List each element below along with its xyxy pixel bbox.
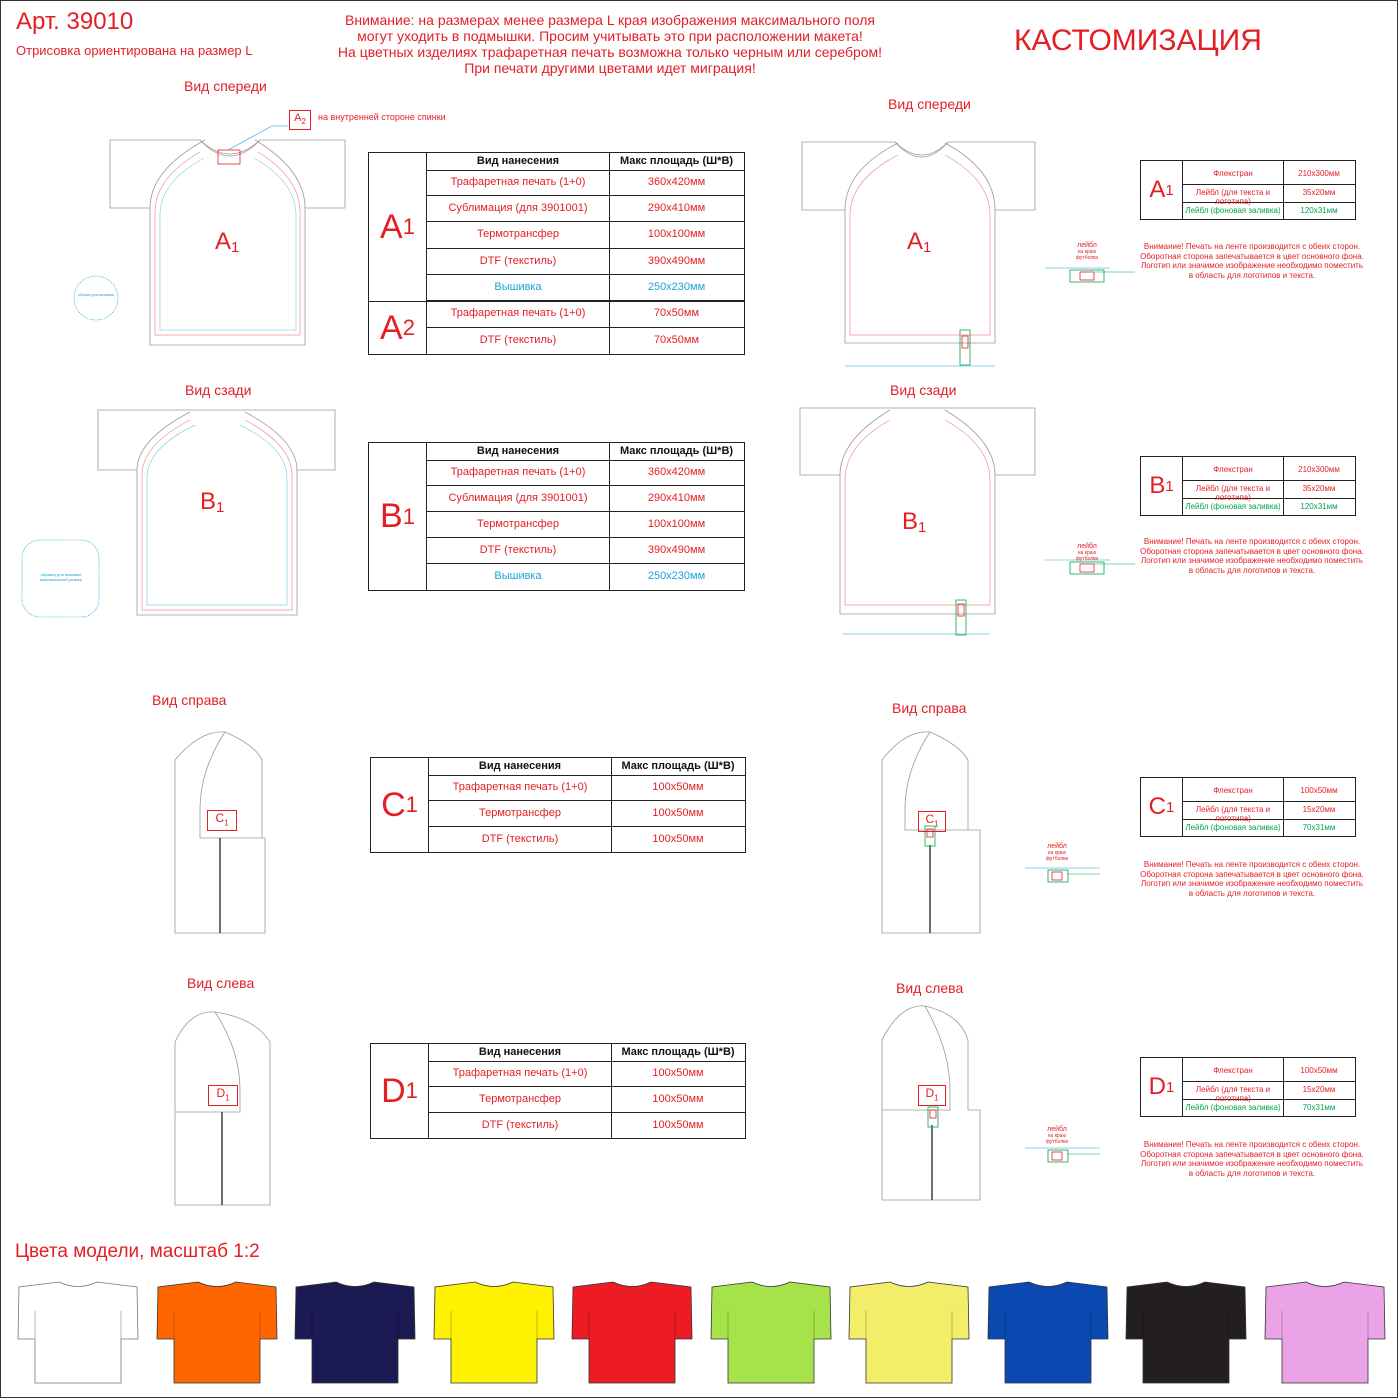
colors-title: Цвета модели, масштаб 1:2 bbox=[15, 1241, 260, 1262]
size-cell: 250х230мм bbox=[647, 570, 706, 582]
custom-size: 35х20мм bbox=[1302, 188, 1336, 197]
warning-line: могут уходить в подмышки. Просим учитывать это при расположении макета! bbox=[357, 28, 863, 44]
size-cell: 100х100мм bbox=[647, 518, 706, 530]
custom-size: 120х31мм bbox=[1300, 502, 1338, 511]
color-swatch-tshirt bbox=[294, 1281, 416, 1385]
custom-size: 210х300мм bbox=[1298, 465, 1340, 474]
size-cell: 250х230мм bbox=[647, 280, 706, 293]
zone-d1-left: $D_1$ bbox=[208, 1085, 238, 1106]
table-c bbox=[370, 757, 746, 853]
custom-table-a1: A 1 Флекстран 210х300мм Лейбл (для текста и логотипа) 35х20мм Лейбл (фоновая заливка) 120х31мм bbox=[1140, 160, 1356, 220]
label-callout-b: лейбл на краю футболки bbox=[1075, 543, 1099, 562]
custom-warning-b: Внимание! Печать на ленте производится с обеих сторон. Оборотная сторона запечатывается в цвет основного фона. Логотип или значимое изображение необходимо поместить в область для логотипов и текста. bbox=[1140, 537, 1364, 575]
size-cell: 100х50мм bbox=[652, 781, 704, 793]
table-row bbox=[429, 827, 745, 853]
zone-b1-back: $B_1$ bbox=[200, 488, 225, 516]
custom-row bbox=[1183, 481, 1355, 502]
table-row bbox=[427, 512, 744, 538]
method-cell: DTF (текстиль) bbox=[481, 1119, 559, 1131]
color-swatch-tshirt bbox=[571, 1281, 693, 1385]
method-cell: Вышивка bbox=[494, 570, 542, 582]
method-cell: Термотрансфер bbox=[477, 228, 559, 241]
size-cell: 390х490мм bbox=[647, 254, 706, 267]
custom-size: 35х20мм bbox=[1302, 484, 1336, 493]
table-row bbox=[429, 775, 745, 801]
view-right-label-custom: Вид справа bbox=[892, 700, 967, 716]
warning-line: На цветных изделиях трафаретная печать возможна только черным или серебром! bbox=[337, 44, 883, 60]
custom-warning-a: Внимание! Печать на ленте производится с обеих сторон. Оборотная сторона запечатывается в цвет основного фона. Логотип или значимое изображение необходимо поместить в область для логотипов и текста. bbox=[1140, 242, 1364, 280]
method-cell: DTF (текстиль) bbox=[479, 334, 557, 346]
customization-title: КАСТОМИЗАЦИЯ bbox=[1014, 24, 1262, 57]
size-cell: 290х410мм bbox=[647, 492, 706, 504]
color-swatch-tshirt bbox=[1125, 1281, 1247, 1385]
warning-line: При печати другими цветами идет миграция! bbox=[464, 60, 756, 76]
custom-row bbox=[1183, 161, 1355, 185]
table-d bbox=[370, 1043, 746, 1139]
label-callout-d: лейбл на краю футболки bbox=[1045, 1126, 1069, 1145]
custom-size: 15х20мм bbox=[1302, 805, 1336, 814]
size-cell: 360х420мм bbox=[647, 466, 706, 478]
table-row bbox=[427, 538, 744, 564]
table-a1-letter: A 1 bbox=[369, 153, 427, 301]
flex-label: Флекстран bbox=[1213, 465, 1253, 474]
method-cell: Трафаретная печать (1+0) bbox=[452, 781, 588, 793]
label-callout-c: лейбл на краю футболки bbox=[1045, 843, 1069, 862]
custom-row bbox=[1183, 457, 1355, 481]
size-cell: 390х490мм bbox=[647, 544, 706, 556]
embroidery-sample-back: образец для вышивки максимальный размер bbox=[39, 572, 83, 582]
table-row bbox=[427, 486, 744, 512]
zone-c1-right-custom: $C_1$ bbox=[918, 811, 946, 832]
custom-table-c1: C 1 Флекстран 100х50мм Лейбл (для текста и логотипа) 15х20мм Лейбл (фоновая заливка) 70х31мм bbox=[1140, 777, 1356, 837]
flex-label: Флекстран bbox=[1213, 1066, 1253, 1075]
table-a2-letter: A 2 bbox=[369, 301, 427, 355]
table-row bbox=[427, 170, 744, 196]
label-name: Лейбл (фоновая заливка) bbox=[1185, 502, 1281, 511]
method-cell: DTF (текстиль) bbox=[479, 254, 557, 267]
method-cell: DTF (текстиль) bbox=[481, 833, 559, 845]
custom-table-b1: B 1 Флекстран 210х300мм Лейбл (для текста и логотипа) 35х20мм Лейбл (фоновая заливка) 120х31мм bbox=[1140, 456, 1356, 516]
view-front-label: Вид спереди bbox=[184, 78, 267, 94]
custom-size: 210х300мм bbox=[1298, 169, 1340, 178]
method-cell: Трафаретная печать (1+0) bbox=[450, 307, 586, 319]
table-header: Вид нанесения Макс площадь (Ш*В) bbox=[429, 758, 745, 776]
custom-size: 15х20мм bbox=[1302, 1085, 1336, 1094]
label-name: Лейбл (фоновая заливка) bbox=[1185, 1103, 1281, 1112]
flex-label: Флекстран bbox=[1213, 786, 1253, 795]
zone-a1-front: $A_1$ bbox=[215, 228, 240, 256]
label-name: Лейбл (для текста и логотипа) bbox=[1195, 484, 1271, 502]
view-front-label-custom: Вид спереди bbox=[888, 96, 971, 112]
custom-row bbox=[1183, 778, 1355, 802]
label-callout-a: лейбл на краю футболки bbox=[1075, 242, 1099, 261]
zone-c1-right: $C_1$ bbox=[207, 810, 237, 831]
size-cell: 100х50мм bbox=[652, 807, 704, 819]
view-right-label: Вид справа bbox=[152, 692, 227, 708]
article-number: Арт. 39010 bbox=[16, 8, 134, 35]
view-back-label: Вид сзади bbox=[185, 382, 252, 398]
method-cell: Сублимация (для 3901001) bbox=[448, 492, 588, 504]
method-cell: Сублимация (для 3901001) bbox=[448, 202, 588, 215]
table-row bbox=[427, 275, 744, 301]
size-cell: 360х420мм bbox=[647, 176, 706, 188]
custom-row bbox=[1183, 1082, 1355, 1103]
method-cell: Трафаретная печать (1+0) bbox=[450, 466, 586, 478]
color-swatch-tshirt bbox=[433, 1281, 555, 1385]
table-b bbox=[368, 442, 745, 591]
size-cell: 100х50мм bbox=[652, 1093, 704, 1105]
table-row bbox=[429, 801, 745, 827]
method-cell: DTF (текстиль) bbox=[479, 544, 557, 556]
color-swatch-tshirt bbox=[987, 1281, 1109, 1385]
table-row bbox=[429, 1113, 745, 1139]
table-row bbox=[427, 564, 744, 590]
size-cell: 100х100мм bbox=[647, 228, 706, 241]
custom-size: 70х31мм bbox=[1302, 823, 1336, 832]
method-cell: Термотрансфер bbox=[479, 1093, 561, 1105]
label-name: Лейбл (для текста и логотипа) bbox=[1195, 1085, 1271, 1103]
a2-inside-note: на внутренней стороне спинки bbox=[318, 112, 446, 122]
flex-label: Флекстран bbox=[1213, 169, 1253, 178]
size-cell: 100х50мм bbox=[652, 1119, 704, 1131]
custom-warning-d: Внимание! Печать на ленте производится с обеих сторон. Оборотная сторона запечатывается в цвет основного фона. Логотип или значимое изображение необходимо поместить в область для логотипов и текста. bbox=[1140, 1140, 1364, 1178]
method-cell: Трафаретная печать (1+0) bbox=[450, 176, 586, 188]
custom-size: 100х50мм bbox=[1300, 1066, 1338, 1075]
table-row bbox=[427, 328, 744, 355]
table-d1-letter: D 1 bbox=[371, 1044, 429, 1138]
method-cell: Термотрансфер bbox=[479, 807, 561, 819]
table-row bbox=[427, 460, 744, 486]
table-header: Вид нанесения Макс площадь (Ш*В) bbox=[427, 153, 744, 171]
size-cell: 290х410мм bbox=[647, 202, 706, 215]
table-c1-letter: C 1 bbox=[371, 758, 429, 852]
size-cell: 70х50мм bbox=[653, 307, 700, 319]
warning-line: Внимание: на размерах менее размера L края изображения максимального поля bbox=[345, 12, 875, 28]
size-cell: 100х50мм bbox=[652, 833, 704, 845]
custom-row bbox=[1183, 1058, 1355, 1082]
table-header: Вид нанесения Макс площадь (Ш*В) bbox=[427, 443, 744, 461]
custom-warning-c: Внимание! Печать на ленте производится с обеих сторон. Оборотная сторона запечатывается в цвет основного фона. Логотип или значимое изображение необходимо поместить в область для логотипов и текста. bbox=[1140, 860, 1364, 898]
custom-row bbox=[1183, 203, 1355, 219]
color-swatch-tshirt bbox=[1264, 1281, 1386, 1385]
table-header: Вид нанесения Макс площадь (Ш*В) bbox=[429, 1044, 745, 1062]
color-swatch-tshirt bbox=[848, 1281, 970, 1385]
zone-a2-tag: $A_2$ bbox=[289, 110, 311, 130]
custom-size: 70х31мм bbox=[1302, 1103, 1336, 1112]
label-name: Лейбл (для текста и логотипа) bbox=[1195, 805, 1271, 823]
label-name: Лейбл (для текста и логотипа) bbox=[1195, 188, 1271, 206]
embroidery-sample-front: образец для вышивки bbox=[78, 293, 114, 297]
label-name: Лейбл (фоновая заливка) bbox=[1185, 823, 1281, 832]
zone-b1-back-custom: $B_1$ bbox=[902, 508, 927, 536]
table-row bbox=[427, 222, 744, 248]
label-name: Лейбл (фоновая заливка) bbox=[1185, 206, 1281, 215]
method-cell: Термотрансфер bbox=[477, 518, 559, 530]
table-row bbox=[429, 1087, 745, 1113]
color-swatch-tshirt bbox=[17, 1281, 139, 1385]
view-back-label-custom: Вид сзади bbox=[890, 382, 957, 398]
table-b1-letter: B 1 bbox=[369, 443, 427, 590]
size-cell: 70х50мм bbox=[653, 334, 700, 346]
custom-table-d1: D 1 Флекстран 100х50мм Лейбл (для текста и логотипа) 15х20мм Лейбл (фоновая заливка) 70х31мм bbox=[1140, 1057, 1356, 1117]
table-row bbox=[427, 249, 744, 275]
custom-size: 100х50мм bbox=[1300, 786, 1338, 795]
view-left-label: Вид слева bbox=[187, 975, 255, 991]
zone-d1-left-custom: $D_1$ bbox=[918, 1085, 946, 1106]
color-swatch-tshirt bbox=[710, 1281, 832, 1385]
custom-row bbox=[1183, 185, 1355, 206]
table-row bbox=[427, 196, 744, 222]
method-cell: Трафаретная печать (1+0) bbox=[452, 1067, 588, 1079]
view-left-label-custom: Вид слева bbox=[896, 980, 964, 996]
table-row bbox=[429, 1061, 745, 1087]
custom-row bbox=[1183, 820, 1355, 836]
table-a bbox=[368, 152, 745, 355]
custom-row bbox=[1183, 499, 1355, 515]
method-cell: Вышивка bbox=[494, 280, 542, 293]
size-cell: 100х50мм bbox=[652, 1067, 704, 1079]
size-note: Отрисовка ориентирована на размер L bbox=[16, 43, 253, 58]
custom-row bbox=[1183, 1100, 1355, 1116]
custom-row bbox=[1183, 802, 1355, 823]
zone-a1-front-custom: $A_1$ bbox=[907, 228, 932, 256]
table-row bbox=[427, 301, 744, 328]
color-swatch-tshirt bbox=[156, 1281, 278, 1385]
custom-size: 120х31мм bbox=[1300, 206, 1338, 215]
